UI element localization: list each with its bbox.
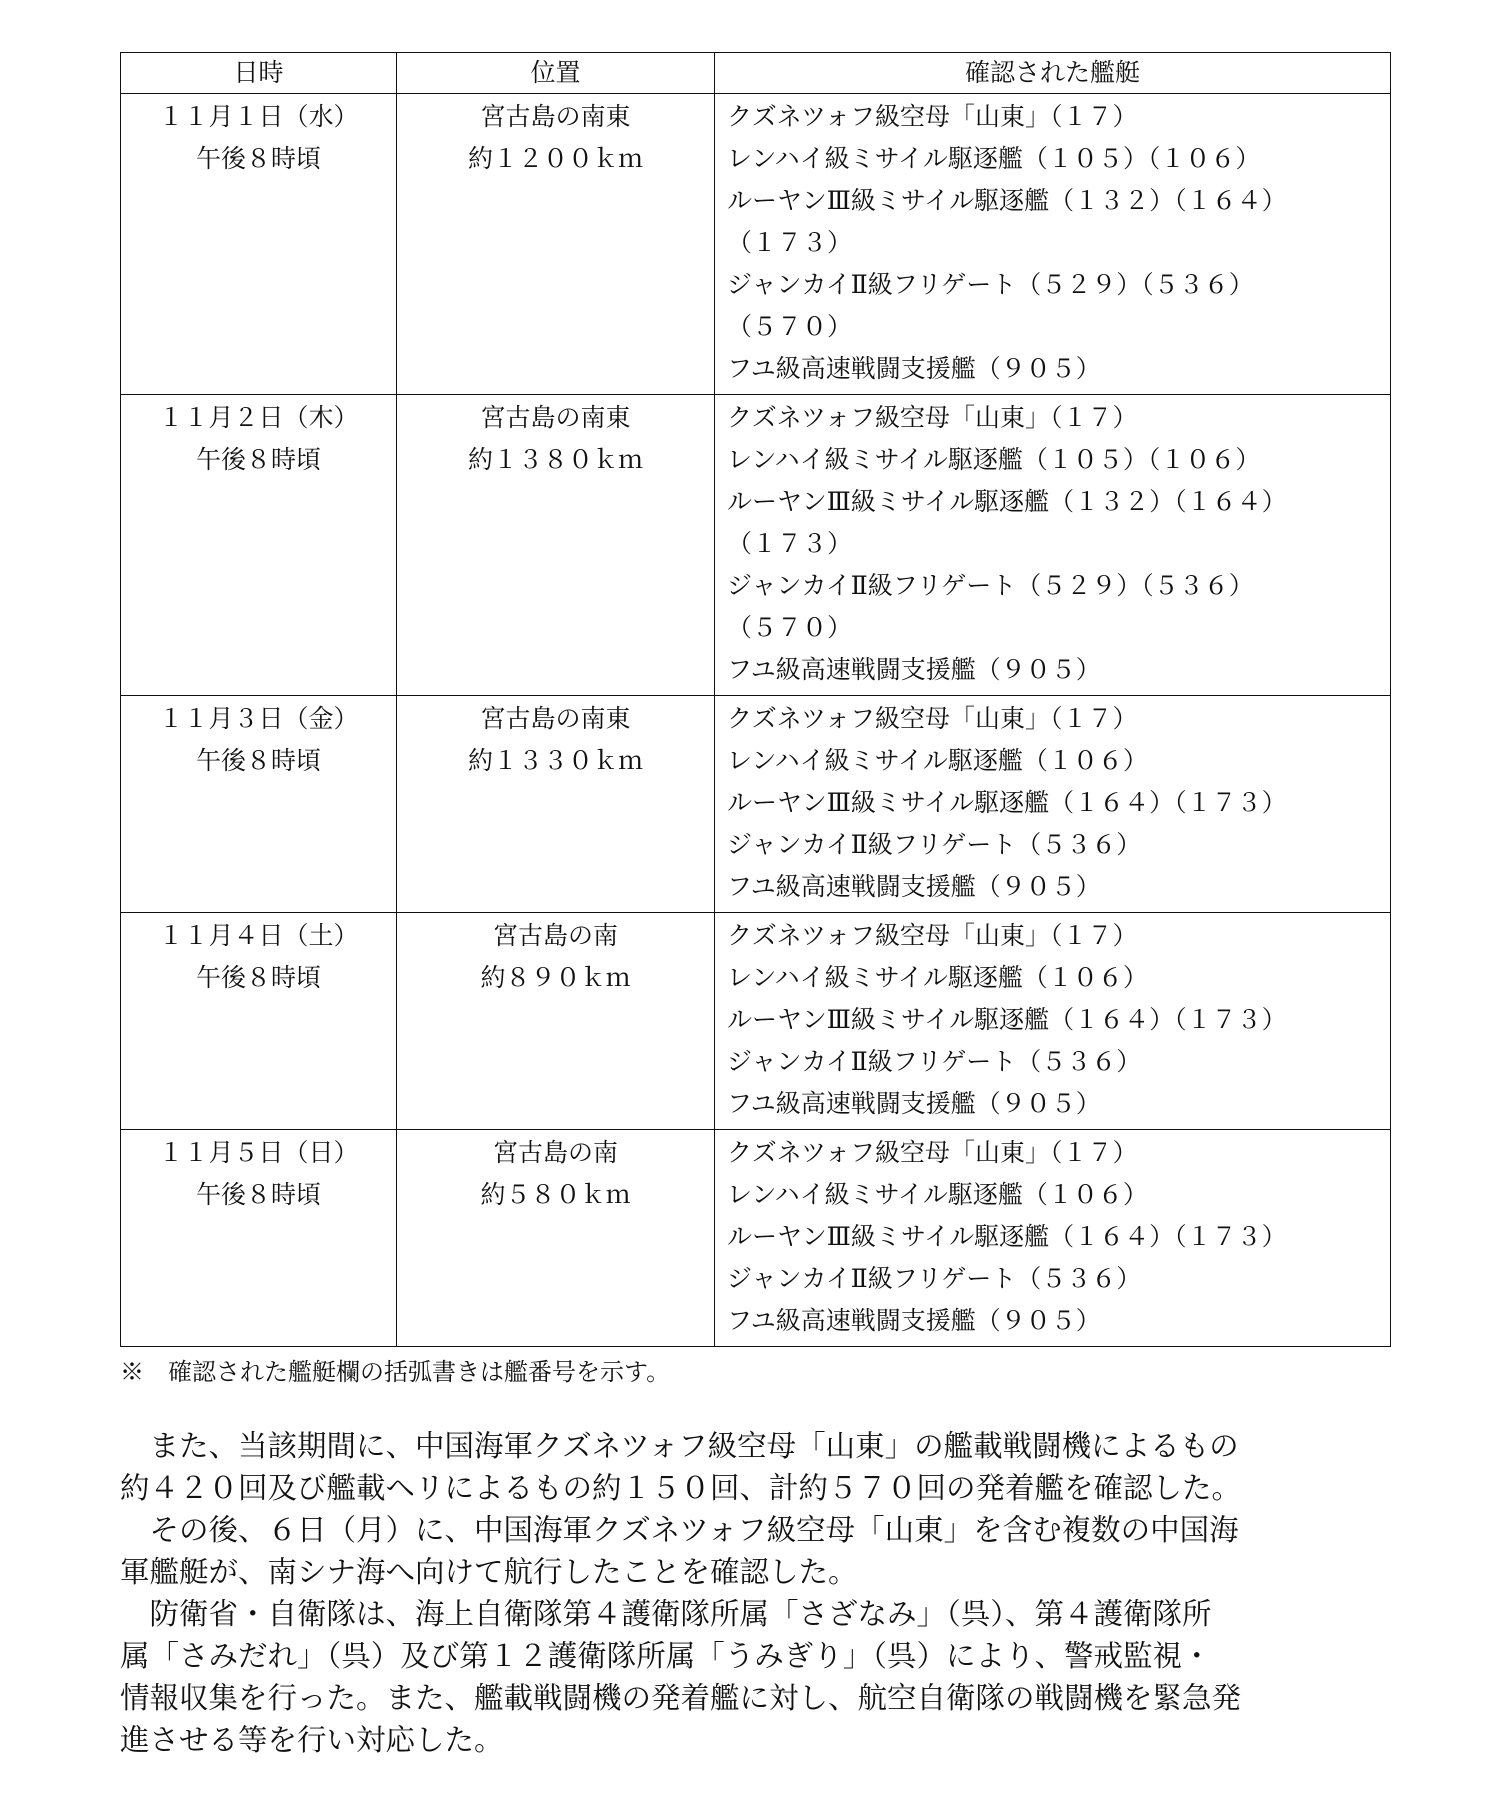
cell-ships-line: レンハイ級ミサイル駆逐艦（１０５）（１０６） (727, 144, 1261, 173)
paragraph-line: 防衛省・自衛隊は、海上自衛隊第４護衛隊所属「さざなみ」（呉）、第４護衛隊所 (120, 1597, 1212, 1631)
cell-position (397, 395, 715, 696)
cell-datetime-line: １１月４日（土） (158, 921, 359, 950)
cell-position (397, 913, 715, 1130)
header-datetime: 日時 (121, 53, 397, 94)
cell-ships-line: レンハイ級ミサイル駆逐艦（１０６） (727, 1180, 1148, 1209)
cell-position-line: 約１２００ｋｍ (467, 144, 643, 173)
cell-position-line: 宮古島の南東 (480, 704, 631, 733)
cell-ships-line: ルーヤンⅢ級ミサイル駆逐艦（１３２）（１６４） (727, 487, 1287, 516)
paragraph-line: 軍艦艇が、南シナ海へ向けて航行したことを確認した。 (120, 1555, 858, 1589)
cell-ships-line: （５７０） (727, 312, 853, 341)
cell-ships-line: ルーヤンⅢ級ミサイル駆逐艦（１３２）（１６４） (727, 186, 1287, 215)
cell-datetime (121, 395, 397, 696)
table-row (121, 696, 1391, 913)
cell-ships-line: クズネツォフ級空母「山東」（１７） (727, 704, 1138, 733)
cell-position-line: 約１３８０ｋｍ (467, 445, 643, 474)
cell-ships-line: レンハイ級ミサイル駆逐艦（１０６） (727, 746, 1148, 775)
cell-position (397, 696, 715, 913)
cell-ships-line: ジャンカイⅡ級フリゲート（５２９）（５３６） (727, 270, 1254, 299)
cell-ships-line: （１７３） (727, 228, 853, 257)
cell-ships-line: フユ級高速戦闘支援艦（９０５） (727, 655, 1101, 684)
table-footnote: ※ 確認された艦艇欄の括弧書きは艦番号を示す。 (120, 1358, 671, 1386)
cell-ships (715, 1130, 1391, 1347)
cell-position-line: 宮古島の南 (492, 1138, 618, 1167)
cell-ships-line: フユ級高速戦闘支援艦（９０５） (727, 1306, 1101, 1335)
cell-datetime-line: 午後８時頃 (195, 1180, 321, 1209)
header-position: 位置 (397, 53, 715, 94)
cell-datetime (121, 696, 397, 913)
cell-ships-line: ジャンカイⅡ級フリゲート（５３６） (727, 1264, 1142, 1293)
cell-ships-line: ルーヤンⅢ級ミサイル駆逐艦（１６４）（１７３） (727, 1005, 1287, 1034)
cell-ships-line: ルーヤンⅢ級ミサイル駆逐艦（１６４）（１７３） (727, 1222, 1287, 1251)
cell-ships-line: ルーヤンⅢ級ミサイル駆逐艦（１６４）（１７３） (727, 788, 1287, 817)
cell-datetime-line: 午後８時頃 (195, 445, 321, 474)
table-header-row (121, 53, 1391, 94)
table-row (121, 94, 1391, 395)
cell-datetime-line: １１月１日（水） (158, 102, 359, 131)
cell-position-line: 宮古島の南東 (480, 403, 631, 432)
cell-datetime (121, 94, 397, 395)
cell-position-line: 約５８０ｋｍ (480, 1180, 631, 1209)
table-row (121, 395, 1391, 696)
cell-position-line: 宮古島の南東 (480, 102, 631, 131)
cell-datetime (121, 913, 397, 1130)
cell-ships-line: ジャンカイⅡ級フリゲート（５２９）（５３６） (727, 571, 1254, 600)
table-row (121, 1130, 1391, 1347)
cell-position-line: 約１３３０ｋｍ (467, 746, 643, 775)
cell-datetime-line: 午後８時頃 (195, 144, 321, 173)
table-row (121, 913, 1391, 1130)
cell-ships-line: クズネツォフ級空母「山東」（１７） (727, 403, 1138, 432)
cell-position (397, 1130, 715, 1347)
cell-ships-line: （５７０） (727, 613, 853, 642)
cell-ships (715, 696, 1391, 913)
paragraph-line: 約４２０回及び艦載ヘリによるもの約１５０回、計約５７０回の発着艦を確認した。 (120, 1471, 1242, 1505)
ship-sighting-table (120, 52, 1391, 1347)
paragraph-line: また、当該期間に、中国海軍クズネツォフ級空母「山東」の艦載戦闘機によるもの (120, 1429, 1239, 1463)
paragraph-line: その後、６日（月）に、中国海軍クズネツォフ級空母「山東」を含む複数の中国海 (120, 1513, 1239, 1547)
cell-ships (715, 913, 1391, 1130)
cell-position-line: 約８９０ｋｍ (480, 963, 631, 992)
cell-datetime-line: １１月３日（金） (158, 704, 359, 733)
cell-datetime-line: １１月５日（日） (158, 1138, 359, 1167)
cell-position (397, 94, 715, 395)
table-body (121, 94, 1391, 1347)
cell-ships-line: レンハイ級ミサイル駆逐艦（１０６） (727, 963, 1148, 992)
cell-ships-line: フユ級高速戦闘支援艦（９０５） (727, 354, 1101, 383)
cell-ships (715, 395, 1391, 696)
cell-ships-line: フユ級高速戦闘支援艦（９０５） (727, 872, 1101, 901)
cell-datetime-line: 午後８時頃 (195, 746, 321, 775)
cell-ships-line: クズネツォフ級空母「山東」（１７） (727, 921, 1138, 950)
cell-ships (715, 94, 1391, 395)
cell-position-line: 宮古島の南 (492, 921, 618, 950)
cell-ships-line: レンハイ級ミサイル駆逐艦（１０５）（１０６） (727, 445, 1261, 474)
cell-datetime-line: 午後８時頃 (195, 963, 321, 992)
cell-ships-line: ジャンカイⅡ級フリゲート（５３６） (727, 830, 1142, 859)
cell-ships-line: クズネツォフ級空母「山東」（１７） (727, 102, 1138, 131)
body-paragraphs (120, 1425, 1390, 1761)
header-ships: 確認された艦艇 (715, 53, 1391, 94)
cell-datetime-line: １１月２日（木） (158, 403, 359, 432)
paragraph-line: 情報収集を行った。また、艦載戦闘機の発着艦に対し、航空自衛隊の戦闘機を緊急発 (120, 1681, 1242, 1715)
document-page (120, 52, 1390, 1761)
paragraph-line: 属「さみだれ」（呉）及び第１２護衛隊所属「うみぎり」（呉）により、警戒監視・ (120, 1639, 1212, 1673)
cell-datetime (121, 1130, 397, 1347)
cell-ships-line: （１７３） (727, 529, 853, 558)
cell-ships-line: クズネツォフ級空母「山東」（１７） (727, 1138, 1138, 1167)
paragraph-line: 進させる等を行い対応した。 (120, 1723, 504, 1757)
cell-ships-line: フユ級高速戦闘支援艦（９０５） (727, 1089, 1101, 1118)
cell-ships-line: ジャンカイⅡ級フリゲート（５３６） (727, 1047, 1142, 1076)
